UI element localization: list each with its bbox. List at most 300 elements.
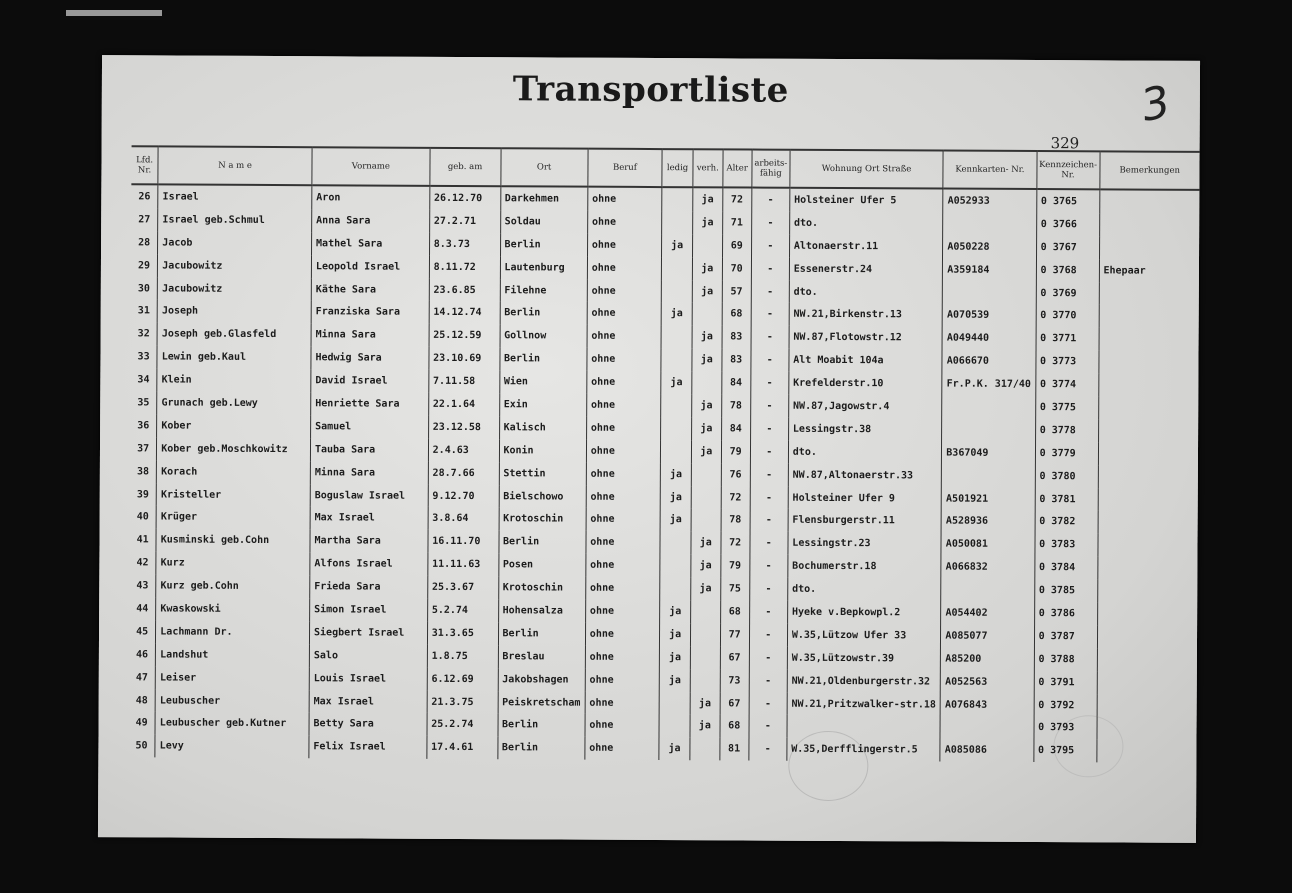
cell-name: Levy [155,735,309,759]
cell-arb: - [751,257,789,280]
cell-kz: 0 3792 [1034,694,1097,717]
cell-vorname: Henriette Sara [311,392,429,416]
cell-ort: Hohensalza [498,599,585,622]
cell-arb: - [749,601,787,624]
cell-alter: 78 [721,509,750,532]
cell-arb: - [751,303,789,326]
cell-kz: 0 3788 [1034,648,1097,671]
cell-name: Kusminski geb.Cohn [156,529,310,553]
cell-vorname: Hedwig Sara [311,346,429,370]
cell-vorname: Siegbert Israel [309,621,427,645]
cell-ort: Exin [499,393,586,416]
cell-beruf: ohne [585,600,659,623]
cell-verh: ja [691,554,721,577]
cell-alter: 73 [720,669,749,692]
cell-alter: 84 [721,417,750,440]
cell-name: Kurz geb.Cohn [156,575,310,599]
cell-kz: 0 3781 [1035,488,1098,511]
cell-arb: - [750,486,788,509]
cell-name: Korach [157,460,311,484]
cell-nr: 43 [136,580,149,592]
cell-vorname: Minna Sara [310,461,428,485]
cell-geb: 9.12.70 [428,484,499,507]
cell-alter: 76 [721,463,750,486]
cell-nr: 42 [136,557,149,569]
cell-ort: Kalisch [499,416,586,439]
cell-name: Kober [157,414,311,438]
cell-bem [1099,282,1199,305]
cell-name: Israel [158,184,312,209]
cell-nr: 28 [138,237,151,249]
cell-nr: 36 [137,420,150,432]
cell-verh: ja [693,211,723,234]
cell-geb: 23.12.58 [428,416,499,439]
cell-ort: Berlin [500,233,587,256]
column-header: Beruf [588,149,663,187]
cell-name: Kwaskowski [156,597,310,621]
cell-bem [1098,465,1198,488]
cell-name: Kober geb.Moschkowitz [157,437,311,461]
cell-ort: Gollnow [500,325,587,348]
cell-beruf: ohne [587,256,661,279]
cell-ledig: ja [661,303,692,326]
cell-geb: 5.2.74 [427,599,498,622]
cell-kk: A066832 [941,556,1034,579]
cell-name: Joseph geb.Glasfeld [157,323,311,347]
cell-arb: - [751,211,789,234]
cell-kk [942,464,1035,487]
cell-geb: 16.11.70 [428,530,499,553]
cell-ort: Berlin [499,347,586,370]
cell-vorname: Minna Sara [311,324,429,348]
cell-ort: Krotoschin [498,576,585,599]
cell-alter: 79 [720,555,749,578]
cell-arb: - [751,326,789,349]
column-header: verh. [693,149,723,187]
cell-ort: Berlin [500,302,587,325]
cell-wohnung: NW.21,Birkenstr.13 [789,303,943,327]
cell-nr: 33 [137,351,150,363]
cell-kk: A049440 [942,327,1035,350]
cell-wohnung: Altonaerstr.11 [789,235,943,259]
cell-wohnung: W.35,Lützow Ufer 33 [787,624,941,648]
cell-vorname: Max Israel [310,507,428,531]
cell-kk [941,579,1034,602]
cell-bem [1097,579,1197,602]
cell-bem [1097,625,1197,648]
cell-bem [1098,351,1198,374]
cell-alter: 71 [722,211,751,234]
handwritten-page-mark: 3 [1136,76,1175,132]
cell-arb: - [749,738,787,761]
cell-geb: 17.4.61 [427,736,498,759]
cell-name: Kurz [156,552,310,576]
cell-kk [940,716,1033,739]
cell-ledig: ja [662,234,693,257]
cell-vorname: Anna Sara [312,209,430,233]
column-header: Alter [722,149,752,187]
cell-kk: A528936 [941,510,1034,533]
column-header: Kennzeichen- Nr. [1036,151,1099,189]
column-header: arbeits- fähig [752,150,790,188]
cell-arb: - [749,623,787,646]
cell-wohnung: Hyeke v.Bepkowpl.2 [787,601,941,625]
cell-geb: 21.3.75 [427,690,498,713]
cell-bem [1098,511,1198,534]
cell-kk: A85200 [941,647,1034,670]
cell-geb: 27.2.71 [429,210,500,233]
cell-ort: Konin [499,439,586,462]
cell-vorname: Leopold Israel [311,255,429,279]
cell-alter: 77 [720,623,749,646]
cell-kk: A085086 [940,739,1033,762]
cell-wohnung: NW.21,Pritzwalker-str.18 [787,692,941,716]
cell-vorname: Tauba Sara [310,438,428,462]
cell-alter: 84 [721,372,750,395]
cell-verh [690,669,720,692]
cell-kz: 0 3784 [1034,556,1097,579]
cell-name: Kristeller [156,483,310,507]
cell-bem [1098,396,1198,419]
cell-arb: - [751,372,789,395]
cell-ledig [662,187,693,211]
cell-wohnung: NW.21,Oldenburgerstr.32 [787,669,941,693]
cell-beruf: ohne [586,417,660,440]
cell-nr: 26 [138,191,151,203]
cell-vorname: Frieda Sara [310,575,428,599]
cell-wohnung: Krefelderstr.10 [789,372,943,396]
cell-bem [1098,442,1198,465]
cell-wohnung: dto. [789,280,943,304]
cell-verh [691,509,721,532]
cell-kk [943,281,1036,304]
film-edge-marks [66,10,162,16]
cell-kz: 0 3778 [1035,419,1098,442]
cell-name: Israel geb.Schmul [158,208,312,232]
cell-kz: 0 3775 [1035,396,1098,419]
cell-geb: 8.11.72 [429,256,500,279]
cell-beruf: ohne [587,279,661,302]
cell-vorname: Salo [309,644,427,668]
cell-wohnung [787,715,941,739]
cell-alter: 83 [722,326,751,349]
cell-ledig: ja [660,600,691,623]
cell-ledig [661,417,692,440]
cell-verh: ja [693,187,723,211]
cell-wohnung: Bochumerstr.18 [788,555,942,579]
cell-verh [691,600,721,623]
cell-nr: 40 [136,511,149,523]
cell-alter: 72 [721,486,750,509]
cell-ort: Bielschowo [499,485,586,508]
cell-ort: Jakobshagen [498,668,585,691]
cell-kk: A076843 [940,693,1033,716]
cell-kk: A085077 [941,624,1034,647]
cell-kk: A359184 [943,258,1036,281]
cell-geb: 11.11.63 [428,553,499,576]
cell-ledig: ja [661,371,692,394]
cell-alter: 70 [722,257,751,280]
cell-alter: 68 [722,303,751,326]
cell-nr: 47 [135,671,148,684]
column-header: Wohnung Ort Straße [790,150,944,189]
cell-alter: 68 [720,715,749,738]
cell-kk [942,396,1035,419]
cell-kk: B367049 [942,441,1035,464]
cell-bem [1098,373,1198,396]
cell-ort: Berlin [497,737,584,760]
cell-bem [1098,488,1198,511]
cell-nr: 37 [137,443,150,455]
cell-kz: 0 3767 [1036,236,1099,259]
column-header: N a m e [158,146,312,185]
cell-wohnung: dto. [788,441,942,465]
cell-vorname: David Israel [311,369,429,393]
cell-kz: 0 3769 [1036,282,1099,305]
cell-kk: A066670 [942,350,1035,373]
cell-beruf: ohne [587,233,661,256]
cell-beruf: ohne [586,531,660,554]
cell-name: Leiser [155,666,309,690]
cell-arb: - [750,395,788,418]
cell-ledig [659,715,690,738]
cell-ort: Wien [499,370,586,393]
document-page [98,55,1200,843]
column-header: Lfd. Nr. [131,146,158,184]
cell-geb: 2.4.63 [428,439,499,462]
cell-beruf: ohne [587,302,661,325]
cell-nr: 30 [137,282,151,294]
cell-vorname: Samuel [311,415,429,439]
cell-arb: - [751,234,789,257]
cell-wohnung: Holsteiner Ufer 9 [788,486,942,510]
cell-arb: - [749,646,787,669]
cell-name: Lewin geb.Kaul [157,346,311,370]
cell-arb: - [750,417,788,440]
cell-verh: ja [692,394,722,417]
cell-beruf: ohne [585,623,659,646]
cell-beruf: ohne [586,394,660,417]
cell-name: Leubuscher [155,689,309,713]
column-header: Kennkarten- Nr. [943,151,1036,189]
cell-kk [942,418,1035,441]
cell-nr: 27 [138,214,151,226]
cell-alter: 79 [721,440,750,463]
cell-verh: ja [692,440,722,463]
cell-arb: - [750,509,788,532]
cell-verh [691,623,721,646]
cell-beruf: ohne [586,554,660,577]
cell-ort: Berlin [497,714,584,737]
cell-ledig [661,325,692,348]
cell-arb: - [749,692,787,715]
cell-vorname: Simon Israel [310,598,428,622]
cell-ledig: ja [659,737,690,760]
cell-verh: ja [692,257,722,280]
cell-verh [690,646,720,669]
cell-bem [1097,557,1197,580]
cell-kz: 0 3785 [1034,579,1097,602]
cell-bem [1098,419,1198,442]
cell-beruf: ohne [587,348,661,371]
cell-ledig [661,440,692,463]
cell-name: Lachmann Dr. [156,620,310,644]
cell-ort: Darkehmen [500,186,587,210]
cell-nr: 46 [135,649,149,661]
cell-verh: ja [692,326,722,349]
cell-arb: - [750,463,788,486]
cell-kz: 0 3782 [1035,510,1098,533]
cell-name: Jacubowitz [158,254,312,278]
cell-beruf: ohne [585,668,659,691]
table-row [128,735,1196,763]
cell-beruf: ohne [587,211,661,234]
column-header: Ort [500,148,587,186]
cell-bem: Ehepaar [1099,259,1199,282]
cell-ledig: ja [660,509,691,532]
cell-kk: A070539 [942,304,1035,327]
cell-bem [1099,213,1199,236]
cell-name: Krüger [156,506,310,530]
cell-beruf: ohne [585,714,659,737]
cell-bem [1099,328,1199,351]
cell-wohnung: Holsteiner Ufer 5 [790,188,944,213]
cell-vorname: Betty Sara [309,713,427,737]
cell-nr: 48 [135,694,148,706]
cell-nr: 39 [136,488,149,500]
cell-kz: 0 3766 [1036,213,1099,236]
cell-geb: 3.8.64 [428,507,499,530]
cell-beruf: ohne [585,577,659,600]
cell-kz: 0 3774 [1035,373,1098,396]
cell-alter: 83 [721,349,750,372]
cell-beruf: ohne [586,485,660,508]
cell-nr: 49 [135,717,148,729]
cell-kk: A052933 [943,189,1036,213]
cell-ledig: ja [660,623,691,646]
cell-nr: 38 [136,465,150,478]
cell-verh: ja [691,532,721,555]
column-header: geb. am [430,148,501,186]
cell-bem [1098,534,1198,557]
cell-kk [943,212,1036,235]
cell-alter: 57 [722,280,751,303]
cell-kz: 0 3795 [1033,739,1096,762]
cell-alter: 67 [720,692,749,715]
cell-name: Jacob [158,231,312,255]
cell-nr: 31 [137,305,150,317]
cell-vorname: Max Israel [309,690,427,714]
column-header: Bemerkungen [1099,151,1199,190]
cell-vorname: Martha Sara [310,530,428,554]
cell-alter: 69 [722,234,751,257]
transport-table [128,145,1199,763]
cell-ledig [660,531,691,554]
cell-vorname: Boguslaw Israel [310,484,428,508]
cell-beruf: ohne [587,371,661,394]
cell-bem [1099,236,1199,259]
cell-nr: 35 [137,397,150,409]
cell-vorname: Louis Israel [309,667,427,691]
cell-vorname: Franziska Sara [311,301,429,325]
document-title: Transportliste [512,69,789,111]
cell-kk: A050081 [941,533,1034,556]
cell-beruf: ohne [586,462,660,485]
cell-geb: 14.12.74 [429,301,500,324]
cell-ledig [661,280,692,303]
cell-ledig: ja [660,463,691,486]
cell-verh: ja [690,715,720,738]
cell-kz: 0 3787 [1034,625,1097,648]
cell-bem [1097,717,1197,740]
cell-arb: - [750,440,788,463]
cell-alter: 68 [720,600,749,623]
cell-ort: Breslau [498,645,585,668]
cell-kk: A054402 [941,602,1034,625]
cell-ort: Peiskretscham [498,691,585,714]
cell-bem [1097,648,1197,671]
cell-verh: ja [691,577,721,600]
cell-verh: ja [692,348,722,371]
table-body [128,184,1199,763]
cell-arb: - [750,532,788,555]
cell-bem [1099,305,1199,328]
cell-ledig [660,577,691,600]
cell-ledig [662,257,693,280]
cell-geb: 8.3.73 [429,233,500,256]
cell-alter: 81 [719,738,748,761]
cell-kz: 0 3770 [1036,304,1099,327]
cell-kk: A501921 [941,487,1034,510]
cell-bem [1099,189,1199,213]
cell-geb: 25.3.67 [427,576,498,599]
cell-beruf: ohne [585,645,659,668]
cell-bem [1097,602,1197,625]
cell-verh: ja [692,280,722,303]
cell-geb: 23.6.85 [429,278,500,301]
cell-kz: 0 3793 [1034,717,1097,740]
cell-geb: 1.8.75 [427,645,498,668]
cell-arb: - [750,578,788,601]
cell-geb: 25.2.74 [427,713,498,736]
cell-arb: - [751,349,789,372]
cell-kz: 0 3771 [1036,327,1099,350]
cell-geb: 22.1.64 [428,393,499,416]
cell-ledig [661,348,692,371]
cell-vorname: Aron [312,185,430,210]
cell-ort: Posen [498,553,585,576]
cell-kk: Fr.P.K. 317/40 [942,373,1035,396]
cell-nr: 34 [137,374,150,386]
cell-verh [692,371,722,394]
cell-kz: 0 3765 [1036,189,1099,213]
cell-geb: 23.10.69 [429,347,500,370]
cell-nr: 32 [137,328,150,340]
cell-alter: 72 [722,187,751,211]
cell-bem [1097,694,1197,717]
cell-arb: - [750,555,788,578]
cell-wohnung: NW.87,Altonaerstr.33 [788,463,942,487]
cell-nr: 44 [136,603,149,615]
cell-kz: 0 3786 [1034,602,1097,625]
cell-name: Klein [157,369,311,393]
cell-wohnung: dto. [789,212,943,236]
cell-nr: 45 [136,626,149,638]
page-number: 329 [1050,134,1080,153]
cell-wohnung: W.35,Derfflingerstr.5 [787,738,941,762]
cell-kk: A050228 [943,235,1036,258]
cell-bem [1097,671,1197,694]
